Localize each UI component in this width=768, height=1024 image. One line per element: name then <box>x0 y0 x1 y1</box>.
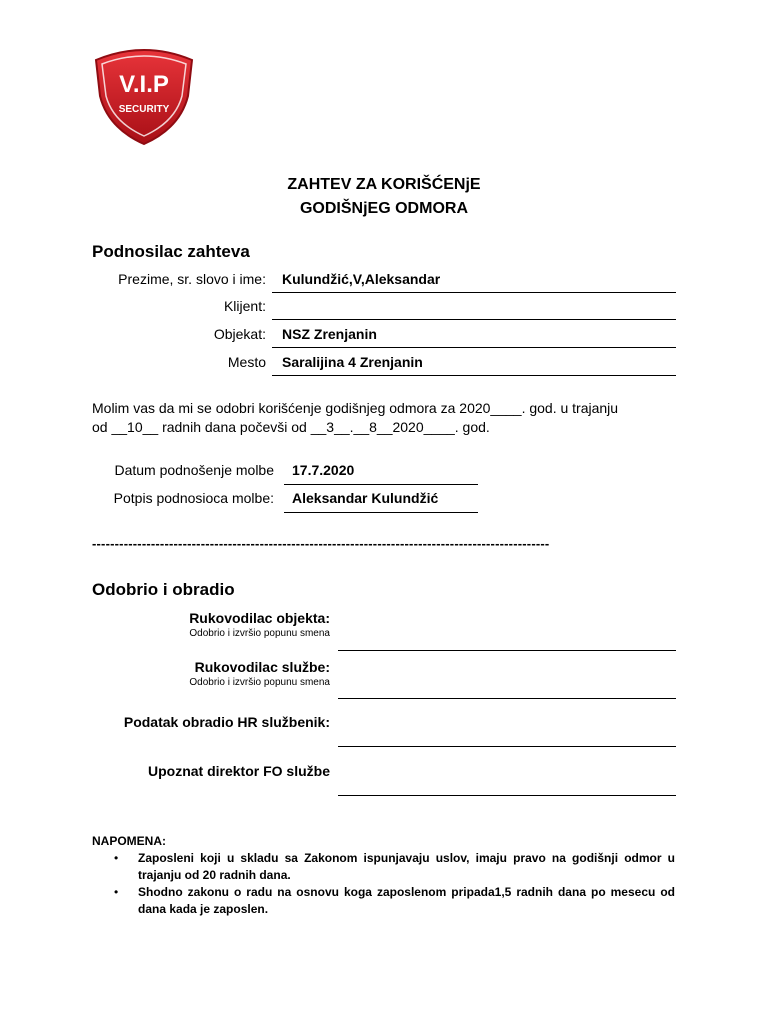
approval-label-director: Upoznat direktor FO službe <box>147 763 330 779</box>
approval-line-object-manager <box>338 650 676 651</box>
field-value-object: NSZ Zrenjanin <box>282 326 377 342</box>
approval-line-service-manager <box>338 698 676 699</box>
note-bullet-2: • <box>114 885 119 899</box>
field-label-object: Objekat: <box>213 326 266 342</box>
approval-label-service-manager: Rukovodilac službe: <box>194 659 330 675</box>
document-title-line2: GODIŠNjEG ODMORA <box>299 200 468 217</box>
signature-label: Potpis podnosioca molbe: <box>113 490 274 506</box>
field-label-place: Mesto <box>227 354 266 370</box>
field-line-name <box>272 292 676 293</box>
document-title-line1: ZAHTEV ZA KORIŠĆENjE <box>287 176 481 193</box>
note-item-1: Zaposleni koji u skladu sa Zakonom ispunjavaju uslov, imaju pravo na godišnji odmor u trajanju od 20 radnih dana. <box>138 851 675 882</box>
logo-subtext: SECURITY <box>118 104 170 115</box>
note-bullet-1: • <box>114 851 119 865</box>
submission-date-line <box>284 484 478 485</box>
approval-label-hr: Podatak obradio HR službenik: <box>123 714 330 730</box>
field-value-name: Kulundžić,V,Aleksandar <box>282 271 441 287</box>
approval-line-hr <box>338 746 676 747</box>
submission-date-label: Datum podnošenje molbe <box>114 462 274 478</box>
approval-sub-service-manager: Odobrio i izvršio popunu smena <box>189 677 330 688</box>
field-value-place: Saralijina 4 Zrenjanin <box>282 354 423 370</box>
logo-text: V.I.P <box>119 71 169 98</box>
submission-date-value: 17.7.2020 <box>292 462 355 478</box>
field-line-place <box>272 375 676 376</box>
approval-sub-object-manager: Odobrio i izvršio popunu smena <box>189 628 330 639</box>
approval-label-object-manager: Rukovodilac objekta: <box>189 610 330 626</box>
field-line-client <box>272 319 676 320</box>
field-label-name: Prezime, sr. slovo i ime: <box>118 271 266 287</box>
applicant-heading: Podnosilac zahteva <box>92 242 250 261</box>
field-label-client: Klijent: <box>223 298 266 314</box>
request-text-line2: od __10__ radnih dana počevši od __3__.__8__2020____. god. <box>92 419 490 435</box>
shield-icon <box>92 46 196 146</box>
dashed-separator: ----------------------------------------------------------------------------------------------------- <box>92 536 550 551</box>
vip-security-logo <box>92 46 196 146</box>
signature-value: Aleksandar Kulundžić <box>292 490 439 506</box>
signature-line <box>284 512 478 513</box>
note-title: NAPOMENA: <box>92 834 166 848</box>
request-text-line1: Molim vas da mi se odobri korišćenje godišnjeg odmora za 2020____. god. u trajanju <box>92 400 619 416</box>
approval-line-director <box>338 795 676 796</box>
field-line-object <box>272 347 676 348</box>
note-item-2: Shodno zakonu o radu na osnovu koga zaposlenom pripada1,5 radnih dana po mesecu od dana kada je zaposlen. <box>138 885 675 916</box>
approval-heading: Odobrio i obradio <box>92 580 235 599</box>
